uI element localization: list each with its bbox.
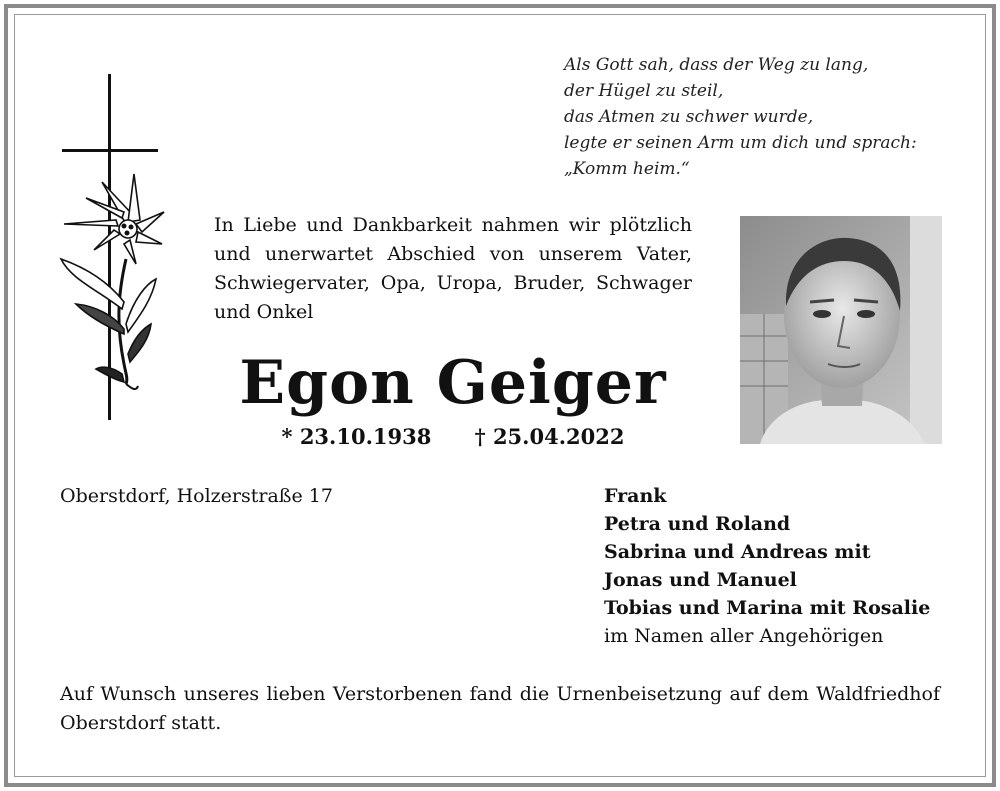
family-member: Petra und Roland [604, 513, 791, 535]
family-member: Sabrina und Andreas mit [604, 541, 871, 563]
poem-line: das Atmen zu schwer wurde, [564, 107, 814, 127]
poem-line: „Komm heim.“ [564, 159, 690, 179]
poem [564, 52, 984, 182]
cross-with-edelweiss [56, 74, 166, 424]
poem-line: legte er seinen Arm um dich und sprach: [564, 133, 917, 153]
poem-line: Als Gott sah, dass der Weg zu lang, [564, 55, 869, 75]
life-dates [214, 424, 692, 449]
edelweiss-icon [61, 174, 164, 389]
death-date: † 25.04.2022 [474, 424, 625, 449]
family-member: Tobias und Marina mit Rosalie [604, 597, 931, 619]
family-member: Jonas und Manuel [604, 569, 797, 591]
family-signoff: im Namen aller Angehörigen [604, 625, 884, 647]
portrait-photo [740, 216, 942, 444]
poem-line: der Hügel zu steil, [564, 81, 724, 101]
deceased-name: Egon Geiger [239, 348, 667, 418]
closing-text: Auf Wunsch unseres lieben Verstorbenen fand die Urnenbeisetzung auf dem Waldfriedhof Oberstdorf statt. [60, 683, 940, 734]
address: Oberstdorf, Holzerstraße 17 [60, 485, 333, 507]
family-list [604, 482, 930, 650]
birth-date: * 23.10.1938 [281, 424, 432, 449]
family-member: Frank [604, 485, 667, 507]
intro-text: In Liebe und Dankbarkeit nahmen wir plötzlich und unerwartet Abschied von unserem Vater, Schwiegervater, Opa, Uropa, Bruder, Schwager und Onkel [214, 214, 692, 323]
